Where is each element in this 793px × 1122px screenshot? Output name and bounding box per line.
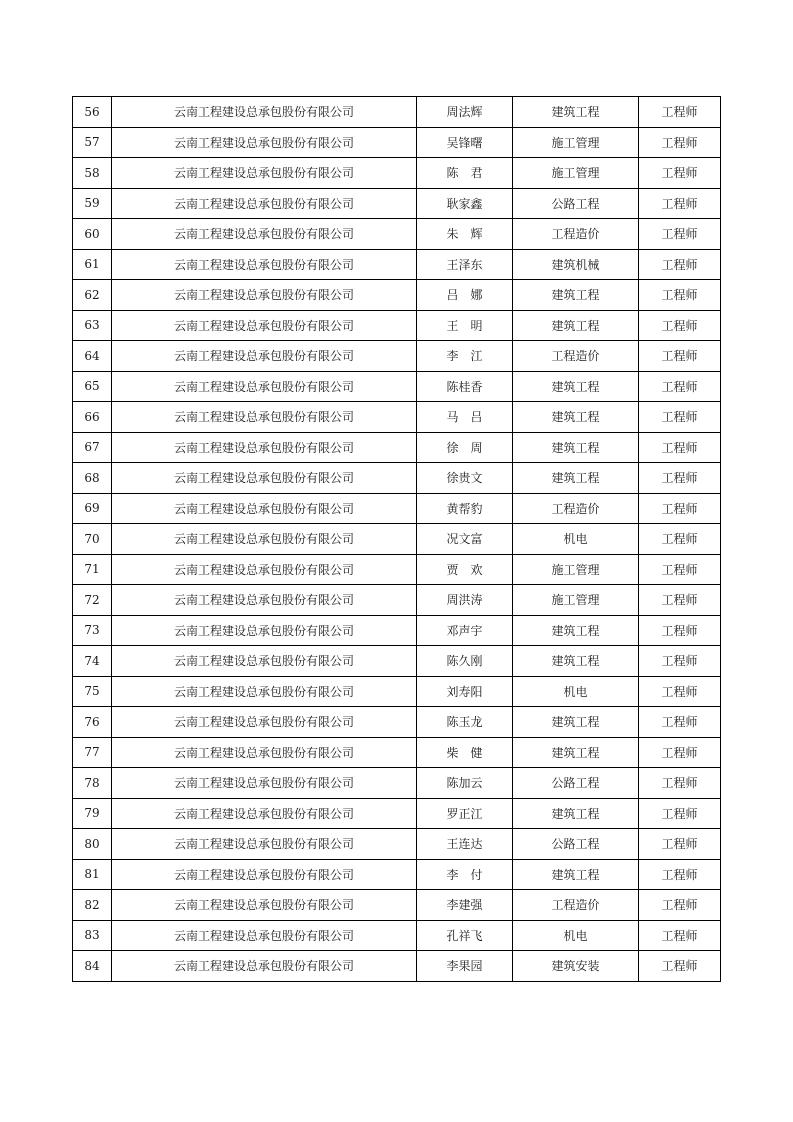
major-cell: 建筑工程 <box>513 798 639 829</box>
job-title-cell: 工程师 <box>639 676 721 707</box>
major-cell: 建筑工程 <box>513 402 639 433</box>
job-title-cell: 工程师 <box>639 707 721 738</box>
row-number-cell: 80 <box>73 829 112 860</box>
company-cell: 云南工程建设总承包股份有限公司 <box>112 280 417 311</box>
major-cell: 公路工程 <box>513 829 639 860</box>
job-title-cell: 工程师 <box>639 188 721 219</box>
major-cell: 公路工程 <box>513 768 639 799</box>
job-title-cell: 工程师 <box>639 737 721 768</box>
person-name-cell: 吴锋曙 <box>417 127 513 158</box>
person-name-cell: 朱 辉 <box>417 219 513 250</box>
job-title-cell: 工程师 <box>639 798 721 829</box>
company-cell: 云南工程建设总承包股份有限公司 <box>112 432 417 463</box>
company-cell: 云南工程建设总承包股份有限公司 <box>112 341 417 372</box>
table-row <box>73 188 721 219</box>
table-row <box>73 493 721 524</box>
table-row <box>73 737 721 768</box>
table-row <box>73 280 721 311</box>
table-row <box>73 707 721 738</box>
row-number-cell: 63 <box>73 310 112 341</box>
job-title-cell: 工程师 <box>639 280 721 311</box>
row-number-cell: 57 <box>73 127 112 158</box>
personnel-table-body <box>73 97 721 982</box>
table-row <box>73 859 721 890</box>
company-cell: 云南工程建设总承包股份有限公司 <box>112 554 417 585</box>
company-cell: 云南工程建设总承包股份有限公司 <box>112 493 417 524</box>
row-number-cell: 77 <box>73 737 112 768</box>
row-number-cell: 59 <box>73 188 112 219</box>
person-name-cell: 徐 周 <box>417 432 513 463</box>
job-title-cell: 工程师 <box>639 341 721 372</box>
major-cell: 机电 <box>513 920 639 951</box>
row-number-cell: 74 <box>73 646 112 677</box>
row-number-cell: 69 <box>73 493 112 524</box>
person-name-cell: 陈桂香 <box>417 371 513 402</box>
table-row <box>73 341 721 372</box>
table-row <box>73 158 721 189</box>
job-title-cell: 工程师 <box>639 219 721 250</box>
person-name-cell: 陈加云 <box>417 768 513 799</box>
job-title-cell: 工程师 <box>639 432 721 463</box>
job-title-cell: 工程师 <box>639 859 721 890</box>
company-cell: 云南工程建设总承包股份有限公司 <box>112 585 417 616</box>
job-title-cell: 工程师 <box>639 615 721 646</box>
company-cell: 云南工程建设总承包股份有限公司 <box>112 524 417 555</box>
person-name-cell: 孔祥飞 <box>417 920 513 951</box>
person-name-cell: 李 付 <box>417 859 513 890</box>
row-number-cell: 61 <box>73 249 112 280</box>
person-name-cell: 陈 君 <box>417 158 513 189</box>
table-row <box>73 768 721 799</box>
table-row <box>73 798 721 829</box>
job-title-cell: 工程师 <box>639 463 721 494</box>
company-cell: 云南工程建设总承包股份有限公司 <box>112 646 417 677</box>
person-name-cell: 陈久刚 <box>417 646 513 677</box>
company-cell: 云南工程建设总承包股份有限公司 <box>112 920 417 951</box>
row-number-cell: 60 <box>73 219 112 250</box>
major-cell: 建筑安装 <box>513 951 639 982</box>
company-cell: 云南工程建设总承包股份有限公司 <box>112 829 417 860</box>
row-number-cell: 64 <box>73 341 112 372</box>
major-cell: 建筑工程 <box>513 707 639 738</box>
major-cell: 工程造价 <box>513 493 639 524</box>
row-number-cell: 65 <box>73 371 112 402</box>
company-cell: 云南工程建设总承包股份有限公司 <box>112 737 417 768</box>
person-name-cell: 邓声宇 <box>417 615 513 646</box>
table-row <box>73 97 721 128</box>
table-row <box>73 219 721 250</box>
table-row <box>73 249 721 280</box>
table-row <box>73 829 721 860</box>
table-row <box>73 615 721 646</box>
major-cell: 公路工程 <box>513 188 639 219</box>
major-cell: 建筑机械 <box>513 249 639 280</box>
table-row <box>73 402 721 433</box>
person-name-cell: 周洪涛 <box>417 585 513 616</box>
job-title-cell: 工程师 <box>639 524 721 555</box>
job-title-cell: 工程师 <box>639 554 721 585</box>
person-name-cell: 王连达 <box>417 829 513 860</box>
table-row <box>73 890 721 921</box>
company-cell: 云南工程建设总承包股份有限公司 <box>112 890 417 921</box>
job-title-cell: 工程师 <box>639 402 721 433</box>
person-name-cell: 马 吕 <box>417 402 513 433</box>
company-cell: 云南工程建设总承包股份有限公司 <box>112 310 417 341</box>
person-name-cell: 黄帮豹 <box>417 493 513 524</box>
row-number-cell: 82 <box>73 890 112 921</box>
major-cell: 建筑工程 <box>513 97 639 128</box>
table-row <box>73 463 721 494</box>
person-name-cell: 耿家鑫 <box>417 188 513 219</box>
major-cell: 建筑工程 <box>513 310 639 341</box>
major-cell: 施工管理 <box>513 585 639 616</box>
personnel-table <box>72 96 721 982</box>
major-cell: 施工管理 <box>513 158 639 189</box>
company-cell: 云南工程建设总承包股份有限公司 <box>112 951 417 982</box>
row-number-cell: 68 <box>73 463 112 494</box>
job-title-cell: 工程师 <box>639 371 721 402</box>
row-number-cell: 72 <box>73 585 112 616</box>
major-cell: 建筑工程 <box>513 646 639 677</box>
job-title-cell: 工程师 <box>639 646 721 677</box>
company-cell: 云南工程建设总承包股份有限公司 <box>112 859 417 890</box>
row-number-cell: 67 <box>73 432 112 463</box>
row-number-cell: 73 <box>73 615 112 646</box>
company-cell: 云南工程建设总承包股份有限公司 <box>112 158 417 189</box>
row-number-cell: 66 <box>73 402 112 433</box>
table-row <box>73 371 721 402</box>
job-title-cell: 工程师 <box>639 493 721 524</box>
company-cell: 云南工程建设总承包股份有限公司 <box>112 615 417 646</box>
job-title-cell: 工程师 <box>639 920 721 951</box>
job-title-cell: 工程师 <box>639 127 721 158</box>
job-title-cell: 工程师 <box>639 310 721 341</box>
major-cell: 工程造价 <box>513 890 639 921</box>
row-number-cell: 56 <box>73 97 112 128</box>
company-cell: 云南工程建设总承包股份有限公司 <box>112 768 417 799</box>
person-name-cell: 吕 娜 <box>417 280 513 311</box>
company-cell: 云南工程建设总承包股份有限公司 <box>112 97 417 128</box>
job-title-cell: 工程师 <box>639 890 721 921</box>
job-title-cell: 工程师 <box>639 768 721 799</box>
table-row <box>73 676 721 707</box>
table-row <box>73 646 721 677</box>
person-name-cell: 贾 欢 <box>417 554 513 585</box>
table-row <box>73 127 721 158</box>
person-name-cell: 王 明 <box>417 310 513 341</box>
row-number-cell: 79 <box>73 798 112 829</box>
major-cell: 工程造价 <box>513 219 639 250</box>
table-row <box>73 920 721 951</box>
row-number-cell: 78 <box>73 768 112 799</box>
person-name-cell: 李建强 <box>417 890 513 921</box>
person-name-cell: 罗正江 <box>417 798 513 829</box>
major-cell: 建筑工程 <box>513 859 639 890</box>
company-cell: 云南工程建设总承包股份有限公司 <box>112 249 417 280</box>
major-cell: 建筑工程 <box>513 432 639 463</box>
major-cell: 机电 <box>513 524 639 555</box>
table-row <box>73 432 721 463</box>
major-cell: 机电 <box>513 676 639 707</box>
person-name-cell: 陈玉龙 <box>417 707 513 738</box>
job-title-cell: 工程师 <box>639 829 721 860</box>
major-cell: 建筑工程 <box>513 371 639 402</box>
job-title-cell: 工程师 <box>639 97 721 128</box>
row-number-cell: 70 <box>73 524 112 555</box>
table-row <box>73 524 721 555</box>
row-number-cell: 75 <box>73 676 112 707</box>
table-row <box>73 585 721 616</box>
person-name-cell: 王泽东 <box>417 249 513 280</box>
company-cell: 云南工程建设总承包股份有限公司 <box>112 219 417 250</box>
row-number-cell: 62 <box>73 280 112 311</box>
person-name-cell: 柴 健 <box>417 737 513 768</box>
major-cell: 施工管理 <box>513 127 639 158</box>
major-cell: 施工管理 <box>513 554 639 585</box>
person-name-cell: 况文富 <box>417 524 513 555</box>
major-cell: 建筑工程 <box>513 463 639 494</box>
company-cell: 云南工程建设总承包股份有限公司 <box>112 463 417 494</box>
company-cell: 云南工程建设总承包股份有限公司 <box>112 188 417 219</box>
job-title-cell: 工程师 <box>639 951 721 982</box>
major-cell: 建筑工程 <box>513 280 639 311</box>
company-cell: 云南工程建设总承包股份有限公司 <box>112 127 417 158</box>
person-name-cell: 李 江 <box>417 341 513 372</box>
row-number-cell: 81 <box>73 859 112 890</box>
person-name-cell: 李果园 <box>417 951 513 982</box>
company-cell: 云南工程建设总承包股份有限公司 <box>112 402 417 433</box>
major-cell: 工程造价 <box>513 341 639 372</box>
company-cell: 云南工程建设总承包股份有限公司 <box>112 676 417 707</box>
major-cell: 建筑工程 <box>513 737 639 768</box>
table-row <box>73 951 721 982</box>
company-cell: 云南工程建设总承包股份有限公司 <box>112 371 417 402</box>
row-number-cell: 76 <box>73 707 112 738</box>
job-title-cell: 工程师 <box>639 158 721 189</box>
company-cell: 云南工程建设总承包股份有限公司 <box>112 707 417 738</box>
job-title-cell: 工程师 <box>639 249 721 280</box>
job-title-cell: 工程师 <box>639 585 721 616</box>
row-number-cell: 58 <box>73 158 112 189</box>
major-cell: 建筑工程 <box>513 615 639 646</box>
row-number-cell: 84 <box>73 951 112 982</box>
table-row <box>73 310 721 341</box>
person-name-cell: 刘寿阳 <box>417 676 513 707</box>
row-number-cell: 71 <box>73 554 112 585</box>
row-number-cell: 83 <box>73 920 112 951</box>
person-name-cell: 周法辉 <box>417 97 513 128</box>
company-cell: 云南工程建设总承包股份有限公司 <box>112 798 417 829</box>
table-row <box>73 554 721 585</box>
person-name-cell: 徐贵文 <box>417 463 513 494</box>
